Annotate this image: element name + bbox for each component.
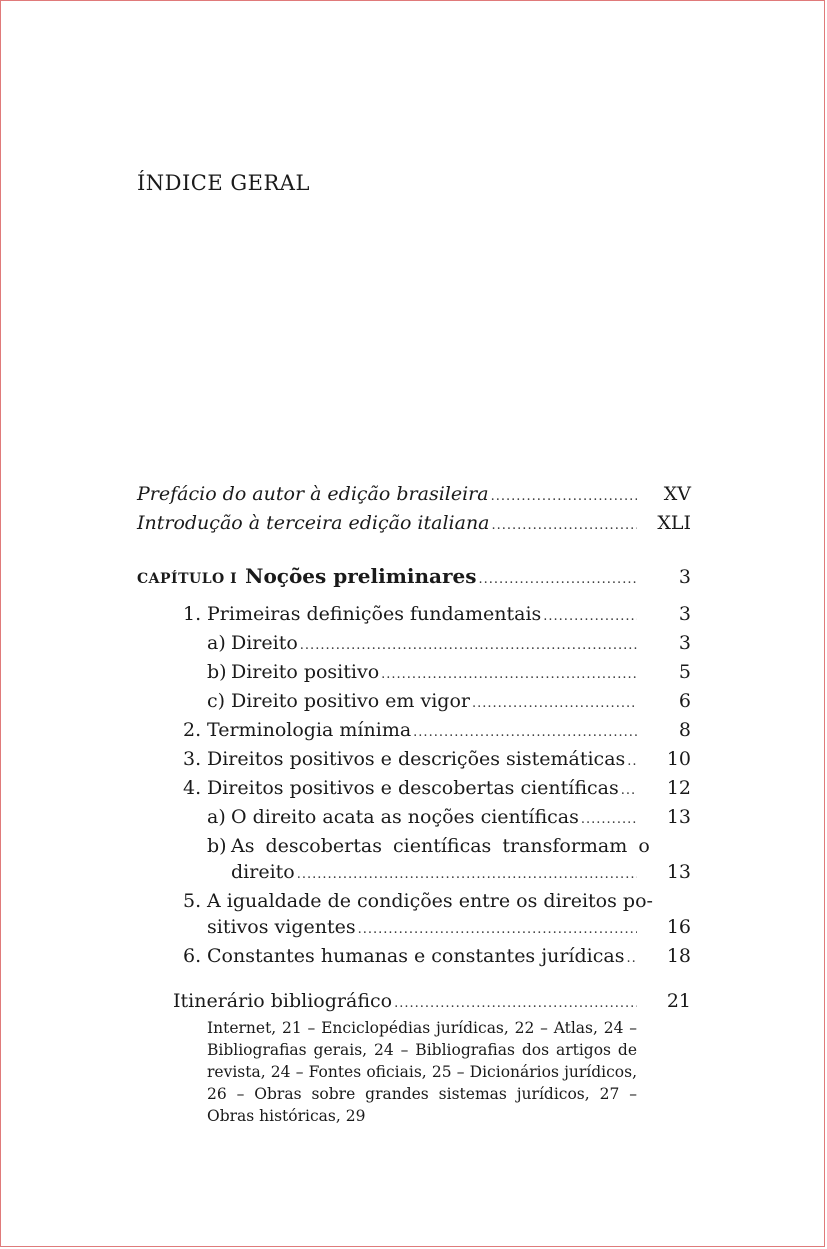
toc-entry-page: 3 (678, 632, 691, 654)
leader-dots (394, 991, 637, 1017)
toc-entry-page: XLI (657, 512, 691, 534)
table-of-contents (137, 481, 691, 1127)
toc-section-4 (137, 775, 691, 804)
toc-entry-page: 3 (678, 566, 691, 588)
leader-dots (478, 567, 637, 593)
section-number: 1. (183, 603, 202, 625)
leader-dots (472, 691, 637, 717)
section-number: 2. (183, 719, 202, 741)
subsection-label: O direito acata as noções científicas (231, 806, 579, 828)
toc-entry-page: 13 (666, 806, 691, 828)
toc-entry-page: 10 (666, 748, 691, 770)
toc-entry-page: 6 (678, 690, 691, 712)
toc-entry-line (137, 888, 691, 914)
section-label: Primeiras definições fundamentais (207, 603, 542, 625)
toc-section-1 (137, 601, 691, 630)
subsection-label: Direito positivo em vigor (231, 690, 470, 712)
section-label-line1: A igualdade de condições entre os direitos po- (207, 890, 653, 912)
toc-entry-introduction (137, 510, 691, 539)
leader-dots (358, 917, 637, 943)
leader-dots (621, 778, 637, 804)
leader-dots (300, 633, 637, 659)
section-label: Terminologia mínima (207, 719, 412, 741)
leader-dots (543, 604, 637, 630)
toc-entry-page: 16 (666, 916, 691, 938)
toc-entry-label: Prefácio do autor à edição brasileira (137, 483, 489, 505)
chapter-name: Noções preliminares (245, 564, 477, 588)
leader-dots (492, 513, 637, 539)
leader-dots (413, 720, 637, 746)
page-title: ÍNDICE GERAL (137, 171, 310, 195)
toc-itinerary (137, 988, 691, 1017)
section-number: 4. (183, 777, 202, 799)
subsection-label: Direito positivo (231, 661, 380, 683)
subsection-label: Direito (231, 632, 298, 654)
toc-entry-page: 13 (666, 861, 691, 883)
leader-dots (581, 807, 637, 833)
leader-dots (491, 484, 637, 510)
toc-entry-page: 5 (678, 661, 691, 683)
chapter-label: CAPÍTULO I (137, 571, 238, 587)
toc-section-3 (137, 746, 691, 775)
leader-dots (297, 862, 637, 888)
itinerary-detail: Internet, 21 – Enciclopédias jurídicas, 22 – Atlas, 24 – Bibliografias gerais, 24 – Bibliografias dos artigos de revista, 24 – Fontes oficiais, 25 – Dicionários jurídicos, 26 – Obras sobre grandes sistemas jurídicos, 27 – Obras históricas, 29 (207, 1019, 637, 1125)
subsection-letter: b) (207, 661, 227, 683)
toc-entry-preface (137, 481, 691, 510)
toc-entry-page: 18 (666, 945, 691, 967)
subsection-letter: c) (207, 690, 226, 712)
toc-chapter-1 (137, 563, 691, 593)
subsection-letter: a) (207, 806, 226, 828)
leader-dots (626, 946, 637, 972)
itinerary-label: Itinerário bibliográfico (173, 990, 393, 1012)
toc-subsection-4b (137, 833, 691, 888)
toc-entry-page: 8 (678, 719, 691, 741)
section-number: 3. (183, 748, 202, 770)
toc-entry-page: 12 (666, 777, 691, 799)
toc-entry-page: 21 (666, 990, 691, 1012)
toc-subsection-1b (137, 659, 691, 688)
toc-entry-label: Introdução à terceira edição italiana (137, 512, 490, 534)
toc-section-5 (137, 888, 691, 943)
toc-entry-line (137, 859, 691, 888)
section-number: 5. (183, 890, 202, 912)
toc-entry-line (137, 914, 691, 943)
toc-entry-page: XV (663, 483, 691, 505)
section-label: Constantes humanas e constantes jurídicas (207, 945, 625, 967)
section-label-line2: sitivos vigentes (207, 916, 356, 938)
toc-subsection-1c (137, 688, 691, 717)
toc-subsection-1a (137, 630, 691, 659)
subsection-letter: b) (207, 835, 227, 857)
toc-entry-line (137, 833, 691, 859)
toc-entry-page: 3 (678, 603, 691, 625)
section-number: 6. (183, 945, 202, 967)
subsection-label-line1: As descobertas científicas transformam o (231, 835, 650, 857)
section-label: Direitos positivos e descrições sistemáticas (207, 748, 626, 770)
subsection-letter: a) (207, 632, 226, 654)
toc-subsection-4a (137, 804, 691, 833)
subsection-label-line2: direito (231, 861, 295, 883)
leader-dots (381, 662, 637, 688)
toc-section-2 (137, 717, 691, 746)
section-label: Direitos positivos e descobertas científicas (207, 777, 619, 799)
leader-dots (627, 749, 637, 775)
toc-section-6 (137, 943, 691, 972)
